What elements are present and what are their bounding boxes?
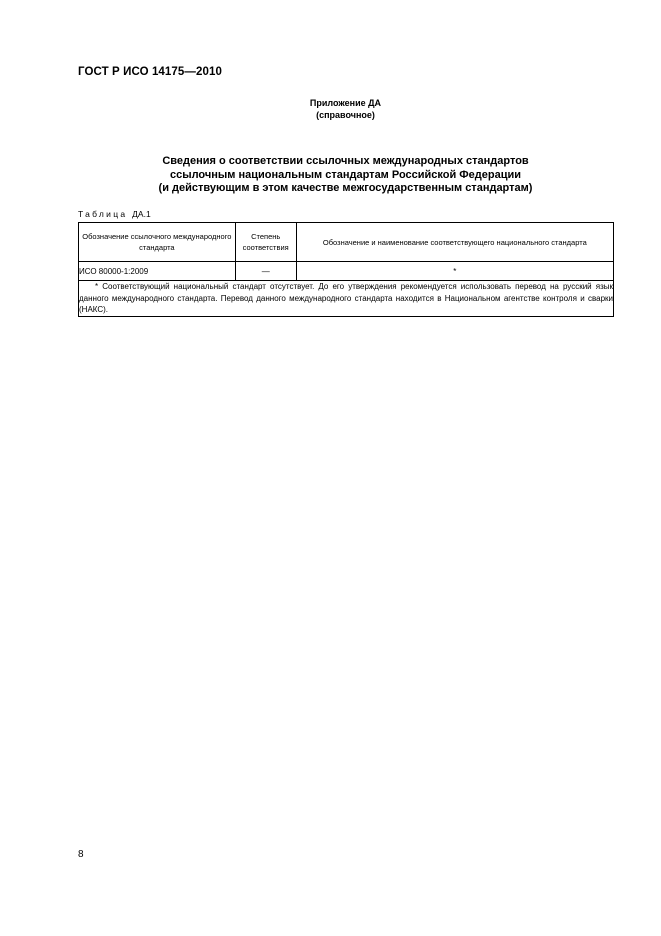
table-caption	[78, 209, 151, 219]
appendix-subtitle: (справочное)	[316, 110, 375, 120]
cell-designation: ИСО 80000-1:2009	[79, 262, 236, 281]
table-footnote-row	[79, 281, 614, 317]
column-header-degree: Степень соответствия	[235, 223, 296, 262]
section-title	[78, 155, 613, 196]
section-title-line: Сведения о соответствии ссылочных международных стандартов	[162, 155, 529, 167]
table-row	[79, 262, 614, 281]
table-footnote	[79, 281, 614, 317]
appendix-heading	[0, 97, 661, 121]
section-title-line: (и действующим в этом качестве межгосударственным стандартам)	[158, 182, 533, 194]
footnote-text: * Соответствующий национальный стандарт отсутствует. До его утверждения рекомендуется использовать перевод на русский язык данного международного стандарта. Перевод данного международного стандарта находится в Национальном агентстве контроля и сварки (НАКС).	[79, 282, 613, 314]
document-header: ГОСТ Р ИСО 14175—2010	[78, 66, 223, 78]
page-number: 8	[78, 849, 84, 860]
table-header-row	[79, 223, 614, 262]
correspondence-table	[78, 222, 614, 317]
column-header-national: Обозначение и наименование соответствующего национального стандарта	[296, 223, 613, 262]
cell-degree: —	[235, 262, 296, 281]
table-caption-word: Таблица	[78, 209, 128, 219]
appendix-title: Приложение ДА	[309, 98, 382, 108]
section-title-line: ссылочным национальным стандартам Российской Федерации	[169, 168, 522, 181]
table-caption-id: ДА.1	[132, 209, 151, 219]
column-header-designation: Обозначение ссылочного международного стандарта	[79, 223, 236, 262]
cell-national: *	[296, 262, 613, 281]
